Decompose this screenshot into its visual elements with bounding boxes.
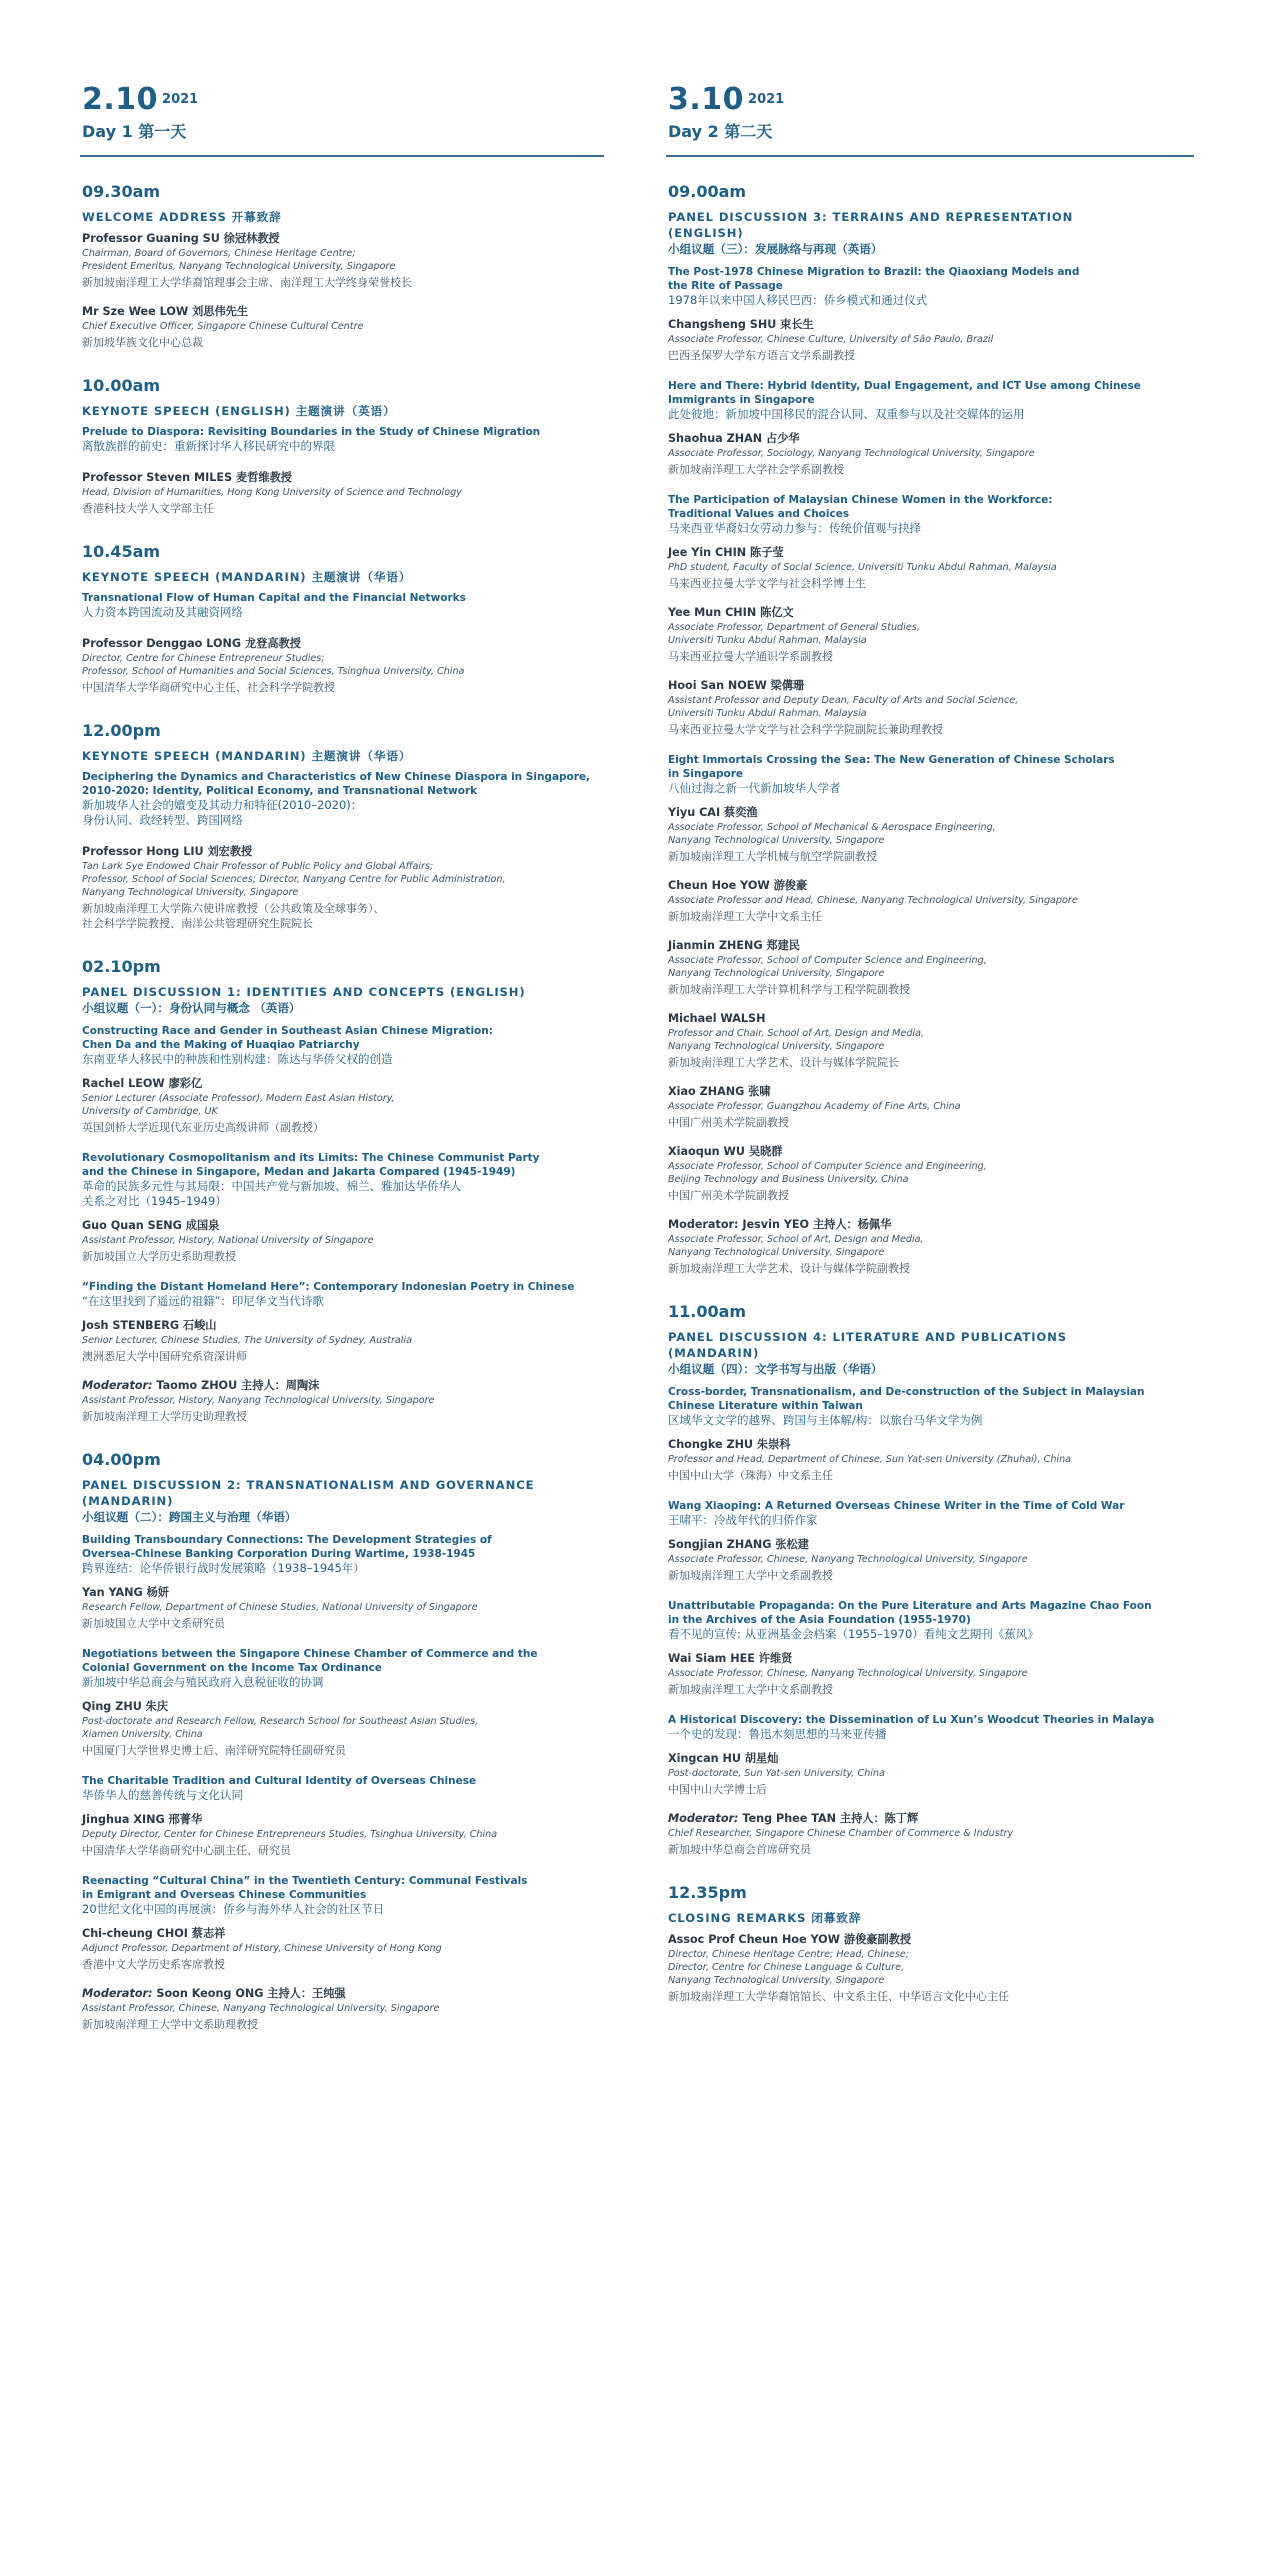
speaker-name bbox=[668, 938, 1193, 953]
speaker bbox=[82, 636, 602, 695]
session-time: 04.00pm bbox=[82, 1450, 161, 1469]
speaker-affiliation-zh: 新加坡南洋理工大学华裔馆理事会主席、南洋理工大学终身荣誉校长 bbox=[82, 276, 412, 289]
talk bbox=[82, 1024, 602, 1135]
speaker-name bbox=[82, 470, 602, 485]
day2-divider bbox=[666, 155, 1194, 157]
speaker-affiliation: PhD student, Faculty of Social Science, Universiti Tunku Abdul Rahman, Malaysia bbox=[668, 562, 1057, 573]
speaker-name-text: Professor Guaning SU 徐冠林教授 bbox=[82, 232, 280, 245]
speaker-affiliation: Assistant Professor, History, National University of Singapore bbox=[82, 1235, 374, 1246]
speaker-affiliation: Director, Chinese Heritage Centre; Head, Chinese; Director, Centre for Chinese Language & Culture, Nanyang Technological University, Singapore bbox=[668, 1949, 910, 1986]
speaker-affiliation: Associate Professor, Chinese Culture, University of São Paulo, Brazil bbox=[668, 334, 994, 345]
day-header bbox=[82, 82, 602, 146]
speaker-affiliation-zh: 马来西亚拉曼大学文学与社会科学学院副院长兼助理教授 bbox=[668, 723, 943, 736]
speaker-affiliation: Post-doctorate and Research Fellow, Research School for Southeast Asian Studies, Xiamen University, China bbox=[82, 1716, 479, 1740]
speaker bbox=[668, 545, 1193, 591]
session-time: 10.45am bbox=[82, 542, 161, 561]
session bbox=[82, 1450, 602, 2032]
talk-title: Unattributable Propaganda: On the Pure Literature and Arts Magazine Chao Foon in the Archives of the Asia Foundation (1955-1970) bbox=[668, 1600, 1152, 1626]
speaker-affiliation-zh: 中国广州美术学院副教授 bbox=[668, 1116, 789, 1129]
speaker bbox=[668, 1437, 1193, 1483]
session-title-zh: 小组议题（四）：文学书写与出版（华语） bbox=[668, 1362, 883, 1376]
speaker-affiliation: Senior Lecturer, Chinese Studies, The University of Sydney, Australia bbox=[82, 1335, 412, 1346]
speaker bbox=[82, 844, 602, 931]
speaker-name-text: Jee Yin CHIN 陈子莹 bbox=[668, 546, 784, 559]
day1-divider bbox=[80, 155, 604, 157]
session-time: 12.35pm bbox=[668, 1883, 747, 1902]
speaker-affiliation-zh: 新加坡南洋理工大学艺术、设计与媒体学院副教授 bbox=[668, 1262, 910, 1275]
talk bbox=[82, 425, 602, 454]
talk-title-zh: 华侨华人的慈善传统与文化认同 bbox=[82, 1788, 243, 1802]
speaker-name-text: Professor Steven MILES 麦哲维教授 bbox=[82, 471, 292, 484]
speaker bbox=[82, 1218, 602, 1264]
speaker-name bbox=[668, 605, 1193, 620]
speaker bbox=[668, 1011, 1193, 1070]
day-header bbox=[668, 82, 1193, 146]
day-schedule bbox=[82, 182, 602, 2058]
session bbox=[82, 957, 602, 1424]
talk-title: The Charitable Tradition and Cultural Identity of Overseas Chinese bbox=[82, 1775, 477, 1787]
speaker-affiliation: Post-doctorate, Sun Yat-sen University, China bbox=[668, 1768, 885, 1779]
speaker-affiliation-zh: 新加坡南洋理工大学艺术、设计与媒体学院院长 bbox=[668, 1056, 899, 1069]
talk bbox=[668, 493, 1193, 737]
session-title: CLOSING REMARKS 闭幕致辞 bbox=[668, 1911, 862, 1925]
talk-title: Transnational Flow of Human Capital and the Financial Networks bbox=[82, 592, 466, 604]
speaker-name bbox=[82, 1986, 602, 2001]
talk-title-zh: 人力资本跨国流动及其融资网络 bbox=[82, 605, 243, 619]
session-title: WELCOME ADDRESS 开幕致辞 bbox=[82, 210, 282, 224]
speaker-affiliation-zh: 新加坡南洋理工大学中文系副教授 bbox=[668, 1683, 833, 1696]
speaker-affiliation-zh: 新加坡华族文化中心总裁 bbox=[82, 336, 203, 349]
speaker-affiliation: Associate Professor, School of Computer Science and Engineering, Nanyang Technological University, Singapore bbox=[668, 955, 987, 979]
speaker-affiliation: Associate Professor, School of Art, Design and Media, Nanyang Technological University, Singapore bbox=[668, 1234, 924, 1258]
speaker bbox=[668, 1811, 1193, 1857]
talk-title-zh: 20世纪文化中国的再展演：侨乡与海外华人社会的社区节日 bbox=[82, 1902, 385, 1916]
session-time: 09.00am bbox=[668, 182, 747, 201]
speaker bbox=[668, 878, 1193, 924]
speaker-affiliation-zh: 中国清华大学华商研究中心副主任、研究员 bbox=[82, 1844, 291, 1857]
speaker-name-text: Jinghua XING 邢菁华 bbox=[82, 1813, 203, 1826]
speaker-name bbox=[82, 1699, 602, 1714]
speaker-affiliation-zh: 新加坡南洋理工大学中文系助理教授 bbox=[82, 2018, 258, 2031]
talk-title: Wang Xiaoping: A Returned Overseas Chinese Writer in the Time of Cold War bbox=[668, 1500, 1125, 1512]
session bbox=[82, 721, 602, 931]
speaker-affiliation: Associate Professor, Guangzhou Academy of Fine Arts, China bbox=[668, 1101, 961, 1112]
speaker-name-text: Xiaoqun WU 吴晓群 bbox=[668, 1145, 783, 1158]
speaker bbox=[82, 1926, 602, 1972]
speaker-name-text: Xingcan HU 胡星灿 bbox=[668, 1752, 779, 1765]
speaker-name-text: Cheun Hoe YOW 游俊豪 bbox=[668, 879, 808, 892]
speaker-affiliation-zh: 新加坡南洋理工大学社会学系副教授 bbox=[668, 463, 844, 476]
speaker-name-text: Michael WALSH bbox=[668, 1012, 766, 1025]
speaker-name bbox=[82, 1318, 602, 1333]
talk bbox=[668, 1713, 1193, 1857]
speaker-affiliation-zh: 新加坡中华总商会首席研究员 bbox=[668, 1843, 811, 1856]
speaker-affiliation-zh: 巴西圣保罗大学东方语言文学系副教授 bbox=[668, 349, 855, 362]
speaker bbox=[668, 431, 1193, 477]
speaker bbox=[668, 605, 1193, 664]
speaker-affiliation: Professor and Head, Department of Chinese, Sun Yat-sen University (Zhuhai), China bbox=[668, 1454, 1072, 1465]
speaker bbox=[668, 1751, 1193, 1797]
speaker-affiliation-zh: 中国中山大学（珠海）中文系主任 bbox=[668, 1469, 833, 1482]
speaker-name-text: Josh STENBERG 石峻山 bbox=[82, 1319, 217, 1332]
speaker-affiliation: Associate Professor, Chinese, Nanyang Technological University, Singapore bbox=[668, 1554, 1028, 1565]
speaker-affiliation: Head, Division of Humanities, Hong Kong University of Science and Technology bbox=[82, 487, 462, 498]
speaker-affiliation: Associate Professor, Sociology, Nanyang Technological University, Singapore bbox=[668, 448, 1035, 459]
day-date: 2.10 bbox=[82, 82, 159, 117]
speaker-affiliation: Deputy Director, Center for Chinese Entrepreneurs Studies, Tsinghua University, China bbox=[82, 1829, 498, 1840]
moderator-label: Moderator: bbox=[82, 1379, 153, 1392]
session-time: 12.00pm bbox=[82, 721, 161, 740]
speaker-name bbox=[668, 317, 1193, 332]
session-title: PANEL DISCUSSION 3: TERRAINS AND REPRESENTATION (ENGLISH) bbox=[668, 210, 1074, 240]
speaker-name-text: Chongke ZHU 朱崇科 bbox=[668, 1438, 791, 1451]
talk-title-zh: 区域华文文学的越界、跨国与主体解/构：以旅台马华文学为例 bbox=[668, 1413, 983, 1427]
session-title: PANEL DISCUSSION 2: TRANSNATIONALISM AND GOVERNANCE (MANDARIN) bbox=[82, 1478, 535, 1508]
speaker-affiliation: Tan Lark Sye Endowed Chair Professor of Public Policy and Global Affairs; Professor, School of Social Sciences; Director, Nanyang Centre for Public Administration, Nanyang Technological University, Singapore bbox=[82, 861, 506, 898]
talk-title: Eight Immortals Crossing the Sea: The New Generation of Chinese Scholars in Singapore bbox=[668, 754, 1115, 780]
session bbox=[82, 542, 602, 695]
speaker-affiliation-zh: 中国清华大学华商研究中心主任、社会科学学院教授 bbox=[82, 681, 335, 694]
speaker-name-text: Teng Phee TAN 主持人：陈丁辉 bbox=[742, 1812, 919, 1825]
speaker bbox=[82, 1812, 602, 1858]
talk-title: The Post-1978 Chinese Migration to Brazil: the Qiaoxiang Models and the Rite of Passage bbox=[668, 266, 1080, 292]
speaker-affiliation: Chairman, Board of Governors, Chinese Heritage Centre; President Emeritus, Nanyang Technological University, Singapore bbox=[82, 248, 396, 272]
speaker-affiliation-zh: 马来西亚拉曼大学通识学系副教授 bbox=[668, 650, 833, 663]
talk-title: A Historical Discovery: the Dissemination of Lu Xun’s Woodcut Theories in Malaya bbox=[668, 1714, 1155, 1726]
day-schedule bbox=[668, 182, 1193, 2030]
speaker-name-text: Qing ZHU 朱庆 bbox=[82, 1700, 169, 1713]
speaker bbox=[668, 1084, 1193, 1130]
speaker-affiliation-zh: 中国中山大学博士后 bbox=[668, 1783, 767, 1796]
speaker-affiliation: Research Fellow, Department of Chinese Studies, National University of Singapore bbox=[82, 1602, 478, 1613]
speaker bbox=[668, 805, 1193, 864]
speaker-name-text: Chi-cheung CHOI 蔡志祥 bbox=[82, 1927, 226, 1940]
talk bbox=[668, 1499, 1193, 1583]
talk-title: Constructing Race and Gender in Southeast Asian Chinese Migration: Chen Da and the Making of Huaqiao Patriarchy bbox=[82, 1025, 493, 1051]
speaker-affiliation: Associate Professor, School of Computer Science and Engineering, Beijing Technology and Business University, China bbox=[668, 1161, 987, 1185]
speaker-name bbox=[668, 878, 1193, 893]
speaker bbox=[668, 938, 1193, 997]
speaker-name bbox=[668, 431, 1193, 446]
speaker-name bbox=[668, 1932, 1193, 1947]
talk bbox=[668, 1385, 1193, 1483]
speaker bbox=[82, 1318, 602, 1364]
speaker-name bbox=[668, 1437, 1193, 1452]
talk-title-zh: 马来西亚华裔妇女劳动力参与：传统价值观与抉择 bbox=[668, 521, 921, 535]
speaker-name-text: Yiyu CAI 蔡奕渔 bbox=[668, 806, 758, 819]
speaker-name bbox=[668, 1011, 1193, 1026]
speaker-affiliation-zh: 新加坡国立大学历史系助理教授 bbox=[82, 1250, 236, 1263]
speaker-affiliation-zh: 英国剑桥大学近现代东亚历史高级讲师（副教授） bbox=[82, 1121, 324, 1134]
speaker-name bbox=[82, 1218, 602, 1233]
speaker-affiliation: Associate Professor and Head, Chinese, Nanyang Technological University, Singapore bbox=[668, 895, 1078, 906]
speaker-affiliation-zh: 新加坡南洋理工大学中文系副教授 bbox=[668, 1569, 833, 1582]
talk bbox=[668, 379, 1193, 477]
speaker-name bbox=[82, 1585, 602, 1600]
speaker-affiliation-zh: 新加坡南洋理工大学计算机科学与工程学院副教授 bbox=[668, 983, 910, 996]
talk-title-zh: “在这里找到了遥远的祖籍”：印尼华文当代诗歌 bbox=[82, 1294, 324, 1308]
day-year: 2021 bbox=[162, 91, 199, 107]
talk-title: Revolutionary Cosmopolitanism and its Limits: The Chinese Communist Party and the Chinese in Singapore, Medan and Jakarta Compared (1945-1949) bbox=[82, 1152, 540, 1178]
speaker-name bbox=[668, 545, 1193, 560]
talk-title-zh: 1978年以来中国人移民巴西：侨乡模式和通过仪式 bbox=[668, 293, 928, 307]
talk bbox=[82, 770, 602, 828]
moderator-label: Moderator: bbox=[668, 1812, 739, 1825]
speaker-name-text: Xiao ZHANG 张啸 bbox=[668, 1085, 771, 1098]
speaker-name-text: Yan YANG 杨妍 bbox=[82, 1586, 169, 1599]
speaker-name-text: Moderator: Jesvin YEO 主持人：杨佩华 bbox=[668, 1218, 892, 1231]
talk-title: The Participation of Malaysian Chinese Women in the Workforce: Traditional Values and Choices bbox=[668, 494, 1053, 520]
talk-title-zh: 新加坡华人社会的嬗变及其动力和特征(2010–2020)： 身份认同、政经转型、跨国网络 bbox=[82, 798, 363, 827]
speaker-affiliation: Chief Executive Officer, Singapore Chinese Cultural Centre bbox=[82, 321, 364, 332]
speaker-name bbox=[82, 1378, 602, 1393]
session bbox=[668, 1302, 1193, 1857]
session bbox=[82, 182, 602, 350]
talk-title: Reenacting “Cultural China” in the Twentieth Century: Communal Festivals in Emigrant and Overseas Chinese Communities bbox=[82, 1875, 528, 1901]
talk-title: Cross-border, Transnationalism, and De-construction of the Subject in Malaysian Chinese Literature within Taiwan bbox=[668, 1386, 1145, 1412]
session-time: 10.00am bbox=[82, 376, 161, 395]
speaker-name-text: Professor Denggao LONG 龙登高教授 bbox=[82, 637, 301, 650]
speaker-affiliation-zh: 香港科技大学人文学部主任 bbox=[82, 502, 214, 515]
session-title-zh: 小组议题（一）：身份认同与概念 （英语） bbox=[82, 1001, 301, 1015]
talk-title: Prelude to Diaspora: Revisiting Boundaries in the Study of Chinese Migration bbox=[82, 426, 541, 438]
speaker-affiliation-zh: 新加坡国立大学中文系研究员 bbox=[82, 1617, 225, 1630]
speaker-affiliation: Assistant Professor and Deputy Dean, Faculty of Arts and Social Science, Universiti Tunku Abdul Rahman, Malaysia bbox=[668, 695, 1019, 719]
day-year: 2021 bbox=[748, 91, 785, 107]
speaker bbox=[668, 678, 1193, 737]
speaker-affiliation: Associate Professor, Chinese, Nanyang Technological University, Singapore bbox=[668, 1668, 1028, 1679]
session bbox=[668, 182, 1193, 1276]
speaker-name bbox=[82, 1926, 602, 1941]
session-time: 11.00am bbox=[668, 1302, 747, 1321]
talk-title-zh: 八仙过海之新一代新加坡华人学者 bbox=[668, 781, 841, 795]
day-date: 3.10 bbox=[668, 82, 745, 117]
session-time: 09.30am bbox=[82, 182, 161, 201]
speaker-name-text: Songjian ZHANG 张松建 bbox=[668, 1538, 809, 1551]
session-title: KEYNOTE SPEECH (MANDARIN) 主题演讲（华语） bbox=[82, 749, 412, 763]
speaker-affiliation-zh: 新加坡南洋理工大学历史助理教授 bbox=[82, 1410, 247, 1423]
talk bbox=[82, 1774, 602, 1858]
talk-title: Building Transboundary Connections: The Development Strategies of Oversea-Chinese Banking Corporation During Wartime, 1938-1945 bbox=[82, 1534, 492, 1560]
speaker bbox=[668, 317, 1193, 363]
talk-title: “Finding the Distant Homeland Here”: Contemporary Indonesian Poetry in Chinese bbox=[82, 1281, 575, 1293]
session-title: PANEL DISCUSSION 4: LITERATURE AND PUBLICATIONS (MANDARIN) bbox=[668, 1330, 1068, 1360]
speaker-name bbox=[82, 636, 602, 651]
speaker-name bbox=[668, 1537, 1193, 1552]
speaker bbox=[82, 1585, 602, 1631]
speaker bbox=[82, 1076, 602, 1135]
day-column-2 bbox=[668, 82, 1193, 2003]
talk bbox=[82, 1874, 602, 2032]
talk-title-zh: 看不见的宣传: 从亚洲基金会档案（1955–1970）看纯文艺期刊《蕉风》 bbox=[668, 1627, 1039, 1641]
speaker bbox=[82, 1378, 602, 1424]
speaker-name-text: Taomo ZHOU 主持人：周陶沫 bbox=[156, 1379, 320, 1392]
speaker-name bbox=[668, 1651, 1193, 1666]
speaker-name-text: Changsheng SHU 束长生 bbox=[668, 318, 814, 331]
speaker-name bbox=[668, 1144, 1193, 1159]
talk-title-zh: 此处彼地：新加坡中国移民的混合认同、双重参与以及社交媒体的运用 bbox=[668, 407, 1025, 421]
speaker-name bbox=[668, 1217, 1193, 1232]
speaker-name-text: Shaohua ZHAN 占少华 bbox=[668, 432, 800, 445]
talk-title-zh: 革命的民族多元性与其局限：中国共产党与新加坡、棉兰、雅加达华侨华人 关系之对比（1945–1949） bbox=[82, 1179, 462, 1208]
speaker-name bbox=[82, 231, 602, 246]
talk bbox=[668, 753, 1193, 1276]
speaker bbox=[82, 1986, 602, 2032]
talk-title: Negotiations between the Singapore Chinese Chamber of Commerce and the Colonial Government on the Income Tax Ordinance bbox=[82, 1648, 538, 1674]
talk-title-zh: 一个史的发现：鲁迅木刻思想的马来亚传播 bbox=[668, 1727, 887, 1741]
session-time: 02.10pm bbox=[82, 957, 161, 976]
speaker-affiliation: Associate Professor, School of Mechanical & Aerospace Engineering, Nanyang Technological University, Singapore bbox=[668, 822, 996, 846]
talk bbox=[82, 591, 602, 620]
speaker-name bbox=[82, 1812, 602, 1827]
session-title: KEYNOTE SPEECH (ENGLISH) 主题演讲（英语） bbox=[82, 404, 396, 418]
speaker-affiliation: Assistant Professor, Chinese, Nanyang Technological University, Singapore bbox=[82, 2003, 440, 2014]
talk bbox=[82, 1647, 602, 1758]
session bbox=[82, 376, 602, 516]
speaker-affiliation: Professor and Chair, School of Art, Design and Media, Nanyang Technological University, Singapore bbox=[668, 1028, 925, 1052]
speaker-affiliation-zh: 香港中文大学历史系客席教授 bbox=[82, 1958, 225, 1971]
speaker-affiliation-zh: 新加坡南洋理工大学中文系主任 bbox=[668, 910, 822, 923]
speaker-affiliation: Director, Centre for Chinese Entrepreneur Studies; Professor, School of Humanities and Social Sciences, Tsinghua University, China bbox=[82, 653, 465, 677]
talk-title-zh: 跨界连结：论华侨银行战时发展策略（1938–1945年） bbox=[82, 1561, 365, 1575]
day-label: Day 2 第二天 bbox=[668, 122, 773, 141]
talk-title: Here and There: Hybrid Identity, Dual Engagement, and ICT Use among Chinese Immigrants in Singapore bbox=[668, 380, 1141, 406]
talk bbox=[82, 1533, 602, 1631]
speaker-affiliation: Chief Researcher, Singapore Chinese Chamber of Commerce & Industry bbox=[668, 1828, 1014, 1839]
speaker-name-text: Soon Keong ONG 主持人：王纯强 bbox=[156, 1987, 346, 2000]
speaker-name bbox=[668, 1084, 1193, 1099]
speaker-name-text: Jianmin ZHENG 郑建民 bbox=[668, 939, 800, 952]
talk bbox=[82, 1151, 602, 1264]
speaker-affiliation-zh: 澳洲悉尼大学中国研究系资深讲师 bbox=[82, 1350, 247, 1363]
talk bbox=[668, 1599, 1193, 1697]
speaker-affiliation-zh: 新加坡南洋理工大学陈六使讲席教授（公共政策及全球事务）、 社会科学学院教授、南洋公共管理研究生院院长 bbox=[82, 902, 385, 930]
session-title: KEYNOTE SPEECH (MANDARIN) 主题演讲（华语） bbox=[82, 570, 412, 584]
talk bbox=[82, 1280, 602, 1424]
talk bbox=[668, 265, 1193, 363]
speaker-name bbox=[668, 678, 1193, 693]
speaker-name-text: Wai Siam HEE 许维贤 bbox=[668, 1652, 793, 1665]
speaker bbox=[82, 231, 602, 290]
speaker-name bbox=[668, 1751, 1193, 1766]
speaker-name-text: Rachel LEOW 廖彩亿 bbox=[82, 1077, 203, 1090]
speaker-name-text: Guo Quan SENG 成国泉 bbox=[82, 1219, 220, 1232]
session-title-zh: 小组议题（三）：发展脉络与再现（英语） bbox=[668, 242, 883, 256]
speaker-affiliation-zh: 中国广州美术学院副教授 bbox=[668, 1189, 789, 1202]
talk-title-zh: 离散族群的前史：重新探讨华人移民研究中的界限 bbox=[82, 439, 335, 453]
speaker-name-text: Yee Mun CHIN 陈亿文 bbox=[668, 606, 794, 619]
session-title: PANEL DISCUSSION 1: IDENTITIES AND CONCEPTS (ENGLISH) bbox=[82, 985, 526, 999]
talk-title-zh: 新加坡中华总商会与殖民政府入息税征收的协调 bbox=[82, 1675, 324, 1689]
speaker bbox=[668, 1651, 1193, 1697]
speaker-name bbox=[82, 844, 602, 859]
talk-title-zh: 东南亚华人移民中的种族和性别构建：陈达与华侨父权的创造 bbox=[82, 1052, 393, 1066]
speaker-affiliation-zh: 马来西亚拉曼大学文学与社会科学博士生 bbox=[668, 577, 866, 590]
session bbox=[668, 1883, 1193, 2004]
speaker-affiliation: Associate Professor, Department of General Studies, Universiti Tunku Abdul Rahman, Malaysia bbox=[668, 622, 920, 646]
speaker bbox=[668, 1537, 1193, 1583]
speaker bbox=[82, 1699, 602, 1758]
speaker-name-text: Mr Sze Wee LOW 刘思伟先生 bbox=[82, 305, 249, 318]
speaker bbox=[668, 1144, 1193, 1203]
speaker-affiliation: Adjunct Professor, Department of History, Chinese University of Hong Kong bbox=[82, 1943, 442, 1954]
speaker-name-text: Professor Hong LIU 刘宏教授 bbox=[82, 845, 253, 858]
speaker bbox=[668, 1217, 1193, 1276]
speaker bbox=[82, 470, 602, 516]
speaker-name-text: Assoc Prof Cheun Hoe YOW 游俊豪副教授 bbox=[668, 1933, 912, 1946]
day-column-1 bbox=[82, 82, 602, 2031]
speaker-affiliation: Senior Lecturer (Associate Professor), Modern East Asian History, University of Cambridge, UK bbox=[82, 1093, 395, 1117]
speaker-name-text: Hooi San NOEW 梁傋珊 bbox=[668, 679, 805, 692]
session-title-zh: 小组议题（二）：跨国主义与治理（华语） bbox=[82, 1510, 297, 1524]
speaker bbox=[82, 304, 602, 350]
speaker-affiliation: Assistant Professor, History, Nanyang Technological University, Singapore bbox=[82, 1395, 435, 1406]
speaker bbox=[668, 1932, 1193, 2004]
speaker-name bbox=[82, 304, 602, 319]
day-label: Day 1 第一天 bbox=[82, 122, 187, 141]
speaker-affiliation-zh: 新加坡南洋理工大学华裔馆馆长、中文系主任、中华语言文化中心主任 bbox=[668, 1990, 1009, 2003]
speaker-affiliation-zh: 新加坡南洋理工大学机械与航空学院副教授 bbox=[668, 850, 877, 863]
speaker-name bbox=[82, 1076, 602, 1091]
speaker-affiliation-zh: 中国厦门大学世界史博士后、南洋研究院特任副研究员 bbox=[82, 1744, 346, 1757]
speaker-name bbox=[668, 805, 1193, 820]
talk-title: Deciphering the Dynamics and Characteristics of New Chinese Diaspora in Singapore, 2010-2020: Identity, Political Economy, and Transnational Network bbox=[82, 771, 591, 797]
moderator-label: Moderator: bbox=[82, 1987, 153, 2000]
speaker-name bbox=[668, 1811, 1193, 1826]
talk-title-zh: 王啸平：冷战年代的归侨作家 bbox=[668, 1513, 818, 1527]
